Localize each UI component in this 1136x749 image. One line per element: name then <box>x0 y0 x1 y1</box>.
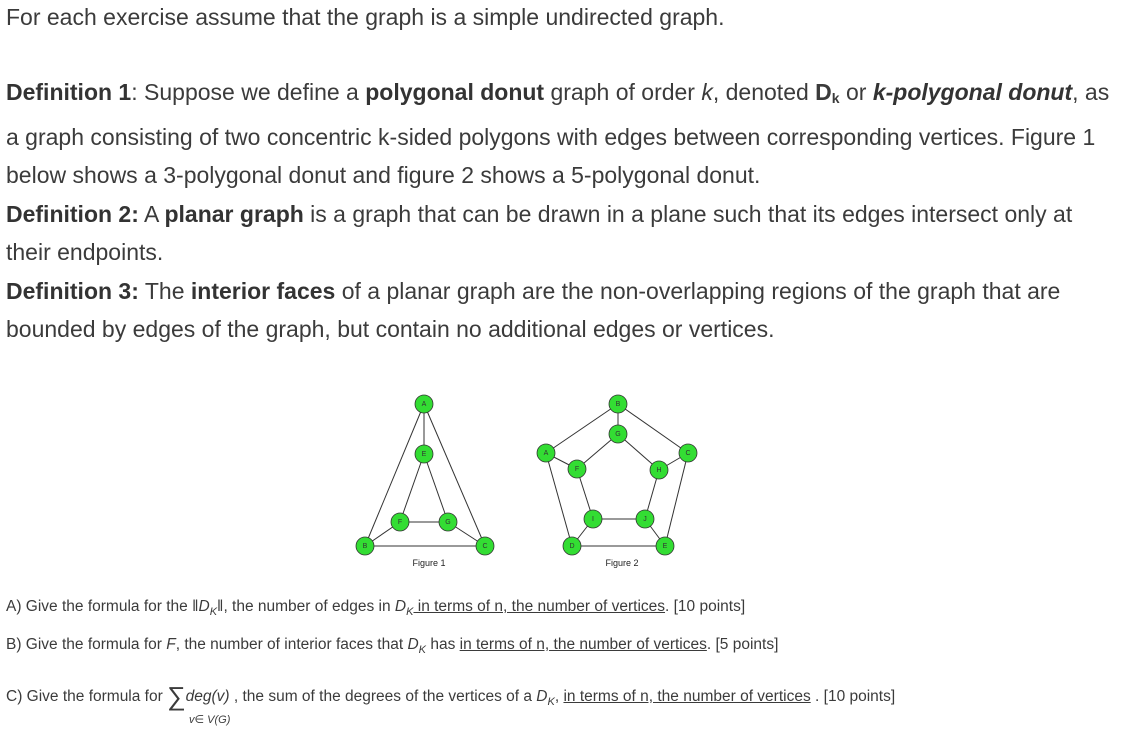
term-polygonal-donut: polygonal donut <box>365 79 545 105</box>
figure-2-outer-edge <box>618 404 688 453</box>
figure-1-vertex-f-label: F <box>397 519 403 526</box>
figure-2-outer-edge <box>665 453 688 546</box>
figure-2-vertex-e-label: E <box>662 543 668 550</box>
definition-2-label: Definition 2: <box>6 200 139 227</box>
figure-2-vertex-g-label: G <box>615 431 621 438</box>
figure-2-vertex-j-label: J <box>643 516 647 523</box>
figure-1-vertex-c-label: C <box>482 543 488 550</box>
question-b: B) Give the formula for F, the number of interior faces that $D_K$ has in terms of n, the number of vertices. [5 points] <box>6 636 779 656</box>
figure-1-inner-edge <box>424 454 448 522</box>
figure-1-caption: Figure 1 <box>412 558 446 568</box>
intro-text: For each exercise assume that the graph is a simple undirected graph. <box>6 4 725 30</box>
figure-2-vertex-c-label: C <box>685 450 691 457</box>
figure-2-vertex-i-label: I <box>592 516 594 523</box>
symbol-dk: $D_k$ <box>815 79 840 106</box>
figure-1-vertex-a-label: A <box>421 401 427 408</box>
figure-1-inner-edge <box>400 454 424 522</box>
figure-2-caption: Figure 2 <box>605 558 639 568</box>
term-k-polygonal-donut: k-polygonal donut <box>872 79 1073 105</box>
figure-2-vertex-d-label: D <box>569 543 575 550</box>
sum-symbol: ∑ <box>167 681 186 711</box>
definition-3: Definition 3: The interior faces of a planar graph are the non-overlapping regions of the graph that are bounded by edges of the graph, but contain no additional edges or vertices. <box>6 277 1061 342</box>
sum-limit: v∈ V(G) <box>189 714 231 726</box>
definitions <box>6 73 1116 349</box>
figure-1-vertex-b-label: B <box>362 543 368 550</box>
term-planar-graph: planar graph <box>164 200 304 227</box>
figure-1-vertex-e-label: E <box>421 451 427 458</box>
figure-2-vertex-f-label: F <box>574 466 580 473</box>
figure-2-vertex-a-label: A <box>543 450 549 457</box>
question-c-link: in terms of n, the number of vertices <box>563 688 811 705</box>
figure-1-vertex-g-label: G <box>445 519 451 526</box>
question-a: A) Give the formula for the $‖D_K‖$, the number of edges in $D_K$ in terms of n, the number of vertices. [10 points] <box>6 598 746 618</box>
question-b-link: in terms of n, the number of vertices <box>459 636 707 653</box>
figure-2-vertex-b-label: B <box>615 401 621 408</box>
term-interior-faces: interior faces <box>190 277 336 304</box>
graph-figures <box>0 390 760 575</box>
question-a-link: in terms of n, the number of vertices <box>413 598 666 615</box>
definition-3-label: Definition 3: <box>6 277 139 304</box>
question-c: C) Give the formula for ∑deg(v) , the sum of the degrees of the vertices of a $D_K$, in terms of n, the number of vertices . [10 points] <box>6 681 896 711</box>
figure-2-vertex-h-label: H <box>656 467 662 474</box>
definition-2: Definition 2: A planar graph is a graph that can be drawn in a plane such that its edges intersect only at their endpoints. <box>6 200 1073 265</box>
definition-1: Definition 1: Suppose we define a polygonal donut graph of order k, denoted $D_k$ or k-polygonal donut, as a graph consisting of two concentric k-sided polygons with edges between corresponding vertices. Figure 1 below shows a 3-polygonal donut and figure 2 shows a 5-polygonal donut. <box>6 79 1110 188</box>
definition-1-label: Definition 1 <box>6 79 132 105</box>
figure-2-outer-edge <box>546 404 621 453</box>
